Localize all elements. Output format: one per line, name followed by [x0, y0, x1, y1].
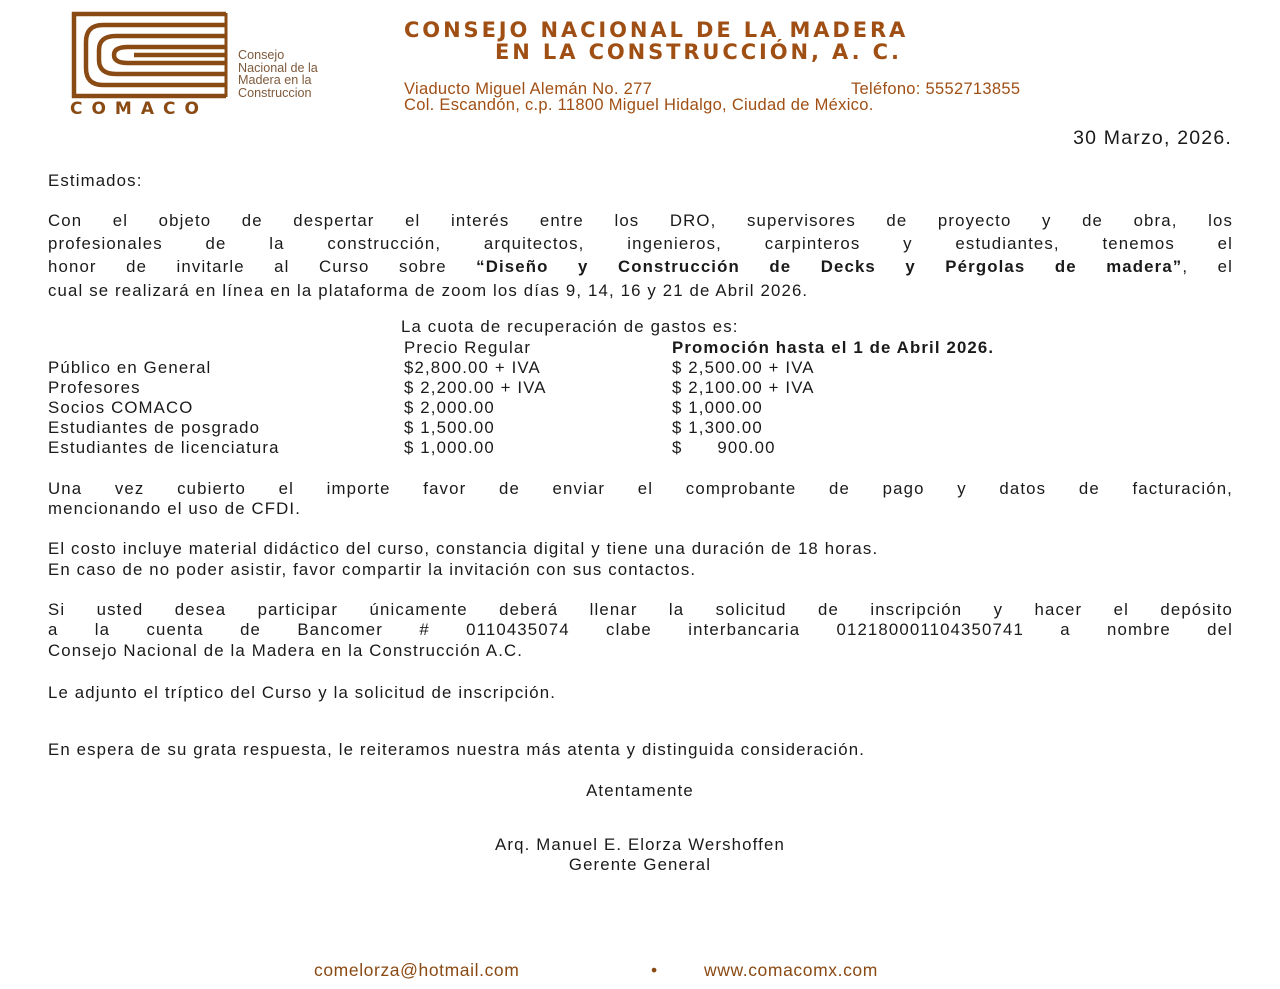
letter-date: 30 Marzo, 2026. [1073, 127, 1232, 149]
logo-subtitle-line: Madera en la [238, 73, 312, 87]
fee-regular: $ 1,500.00 [404, 418, 495, 437]
intro-line: Con el objeto de despertar el interés entre los DRO, supervisores de proyecto y de obra, los [48, 211, 1233, 230]
address-line2: Col. Escandón, c.p. 11800 Miguel Hidalgo, Ciudad de México. [404, 96, 874, 114]
fee-regular: $2,800.00 + IVA [404, 358, 541, 377]
fee-promo: $ 1,300.00 [672, 418, 763, 437]
fee-promo: $ 2,100.00 + IVA [672, 378, 815, 397]
greeting: Estimados: [48, 171, 143, 190]
comaco-logo-mark [68, 10, 232, 100]
deposit-line: a la cuenta de Bancomer # 0110435074 clabe interbancaria 012180001104350741 a nombre del [48, 620, 1233, 639]
column-header-promo: Promoción hasta el 1 de Abril 2026. [672, 338, 995, 357]
fee-regular: $ 2,200.00 + IVA [404, 378, 547, 397]
fee-row [0, 398, 1280, 418]
logo-subtitle-line: Nacional de la [238, 60, 318, 75]
organization-title-line2: EN LA CONSTRUCCIÓN, A. C. [495, 40, 902, 64]
attachment-line: Le adjunto el tríptico del Curso y la solicitud de inscripción. [48, 683, 557, 702]
fee-regular: $ 1,000.00 [404, 438, 495, 457]
fee-promo: $ 900.00 [672, 438, 776, 457]
footer-email[interactable]: comelorza@hotmail.com [314, 960, 520, 980]
course-title: “Diseño y Construcción de Decks y Pérgolas de madera” [476, 257, 1183, 276]
fee-category: Estudiantes de posgrado [48, 418, 261, 437]
fee-category: Público en General [48, 358, 212, 377]
logo-subtitle [238, 49, 318, 99]
deposit-line: Si usted desea participar únicamente deberá llenar la solicitud de inscripción y hacer el depósito [48, 600, 1233, 619]
footer-separator: • [651, 960, 658, 980]
intro-line: profesionales de la construcción, arquitectos, ingenieros, carpinteros y estudiantes, tenemos el [48, 234, 1233, 253]
logo-subtitle-line: Construccion [238, 85, 312, 100]
fee-regular: $ 2,000.00 [404, 398, 495, 417]
signer-name: Arq. Manuel E. Elorza Wershoffen [495, 835, 785, 854]
address-line1: Viaducto Miguel Alemán No. 277 [404, 80, 653, 98]
sign-off: Atentamente [586, 781, 694, 800]
logo-subtitle-line: Consejo [238, 48, 285, 62]
fee-promo: $ 1,000.00 [672, 398, 763, 417]
fee-row [0, 438, 1280, 458]
footer-website[interactable]: www.comacomx.com [704, 960, 878, 980]
cost-line: En caso de no poder asistir, favor compartir la invitación con sus contactos. [48, 560, 697, 579]
fee-promo: $ 2,500.00 + IVA [672, 358, 815, 377]
fee-category: Socios COMACO [48, 398, 194, 417]
column-header-regular: Precio Regular [404, 338, 532, 357]
fee-row [0, 418, 1280, 438]
intro-text: , el [1182, 257, 1233, 276]
fee-category: Profesores [48, 378, 141, 397]
intro-line-course [48, 257, 1233, 277]
payment-line: mencionando el uso de CFDI. [48, 499, 302, 518]
logo-wordmark: COMACO [70, 99, 208, 119]
fees-heading: La cuota de recuperación de gastos es: [401, 317, 739, 336]
closing-line: En espera de su grata respuesta, le reiteramos nuestra más atenta y distinguida consideración. [48, 740, 866, 759]
intro-text: honor de invitarle al Curso sobre [48, 257, 477, 276]
phone-number: Teléfono: 5552713855 [851, 80, 1021, 98]
organization-title-line1: CONSEJO NACIONAL DE LA MADERA [404, 18, 909, 42]
fee-row [0, 358, 1280, 378]
intro-line: cual se realizará en línea en la plataforma de zoom los días 9, 14, 16 y 21 de Abril 2026. [48, 281, 809, 300]
deposit-line: Consejo Nacional de la Madera en la Construcción A.C. [48, 641, 524, 660]
signer-title: Gerente General [568, 855, 712, 874]
cost-line: El costo incluye material didáctico del curso, constancia digital y tiene una duración de 18 horas. [48, 539, 879, 558]
fee-row [0, 378, 1280, 398]
fees-header-row [0, 338, 1280, 358]
fee-category: Estudiantes de licenciatura [48, 438, 280, 457]
payment-line: Una vez cubierto el importe favor de enviar el comprobante de pago y datos de facturación, [48, 479, 1233, 498]
